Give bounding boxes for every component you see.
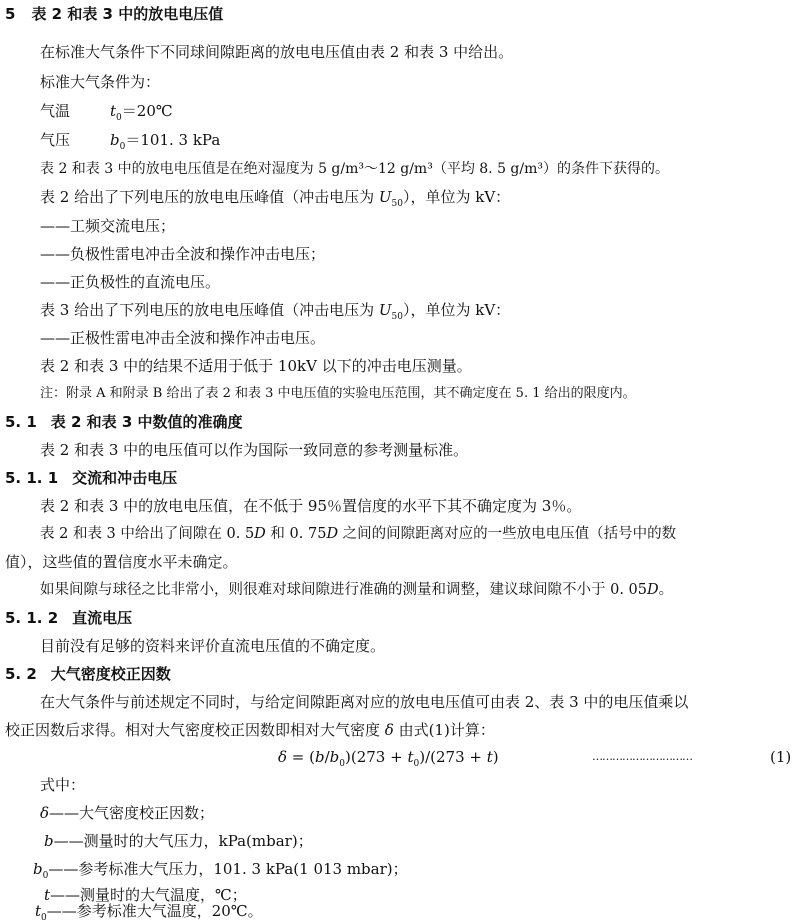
section-title: 表 2 和表 3 中的放电电压值: [31, 5, 224, 23]
definition-text: ——参考标准大气压力，101. 3 kPa(1 013 mbar)；: [48, 860, 408, 878]
definition-text: ——测量时的大气温度，℃；: [50, 886, 247, 904]
section-5-1-1-heading: [5, 468, 177, 488]
list-item: ——工频交流电压；: [40, 217, 176, 235]
condition-label: 气压: [40, 131, 71, 149]
formula-part: )(273 +: [345, 748, 408, 766]
paragraph: 在标准大气条件下不同球间隙距离的放电电压值由表 2 和表 3 中给出。: [40, 43, 514, 61]
definition-text: ——大气密度校正因数；: [49, 804, 215, 822]
symbol: t: [44, 886, 51, 904]
condition-value: ＝20℃: [121, 102, 173, 120]
variable: b: [329, 748, 340, 766]
text: 。: [658, 582, 674, 598]
section-title: 直流电压: [72, 609, 133, 627]
section-number: 5: [5, 5, 16, 23]
subscript: 0: [119, 142, 126, 152]
variable: t: [110, 102, 117, 120]
variable: t: [407, 748, 414, 766]
condition-value: ＝101. 3 kPa: [125, 131, 221, 149]
subscript: 0: [339, 759, 346, 769]
section-5-2-heading: [5, 664, 171, 684]
formula: [278, 747, 499, 767]
list-item: ——正负极性的直流电压。: [40, 273, 221, 291]
symbol: b: [44, 832, 54, 850]
variable: U: [378, 188, 392, 206]
symbol: b: [33, 860, 43, 878]
variable: t: [486, 748, 493, 766]
text: 如果间隙与球径之比非常小，则很难对球间隙进行准确的测量和调整，建议球间隙不小于 0. 05: [40, 582, 647, 598]
paragraph: 目前没有足够的资料来评价直流电压值的不确定度。: [40, 637, 386, 655]
list-item: ——负极性雷电冲击全波和操作冲击电压；: [40, 245, 326, 263]
paragraph: [40, 580, 673, 600]
definition-item: [35, 902, 263, 921]
section-number: 5. 1. 1: [5, 469, 59, 487]
section-5-1-heading: [5, 412, 243, 432]
definition-text: ——测量时的大气压力，kPa(mbar)；: [53, 832, 313, 850]
variable: U: [378, 301, 392, 319]
symbol: δ: [40, 804, 50, 822]
subscript: 0: [42, 871, 49, 881]
list-item: ——正极性雷电冲击全波和操作冲击电压。: [40, 329, 326, 347]
formula-part: /: [324, 748, 330, 766]
variable: D: [647, 582, 659, 598]
text: ），单位为 kV：: [402, 188, 511, 206]
text: 和 0. 75: [265, 526, 327, 542]
text: 之间的间隙距离对应的一些放电电压值（括号中的数: [338, 526, 677, 542]
subscript: 50: [391, 312, 403, 322]
subscript: 0: [413, 759, 420, 769]
text: 表 2 和表 3 中给出了间隙在 0. 5: [40, 526, 255, 542]
variable: D: [326, 526, 339, 542]
variable: D: [254, 526, 266, 542]
formula-part: = (: [287, 748, 315, 766]
symbol: t: [35, 902, 42, 920]
section-number: 5. 1. 2: [5, 609, 59, 627]
definition-item: [40, 803, 214, 823]
definition-text: ——参考标准大气温度，20℃。: [46, 902, 263, 920]
paragraph: 标准大气条件为：: [40, 73, 161, 91]
section-5-heading: [5, 4, 223, 24]
paragraph: 在大气条件与前述规定不同时，与给定间隙距离对应的放电电压值可由表 2、表 3 中的电压值乘以: [40, 693, 689, 711]
paragraph: 表 2 和表 3 中的放电电压值，在不低于 95％置信度的水平下其不确定度为 3％。: [40, 497, 582, 515]
text: 校正因数后求得。相对大气密度校正因数即相对大气密度: [5, 721, 385, 739]
note: 注：附录 A 和附录 B 给出了表 2 和表 3 中电压值的实验电压范围，其不确定度在 5. 1 给出的限度内。: [40, 386, 636, 401]
paragraph: [40, 187, 510, 207]
paragraph: 表 2 和表 3 中的结果不适用于低于 10kV 以下的冲击电压测量。: [40, 357, 472, 375]
section-number: 5. 2: [5, 665, 37, 683]
section-number: 5. 1: [5, 413, 37, 431]
subscript: 0: [116, 113, 122, 123]
text: 表 3 给出了下列电压的放电电压峰值（冲击电压为: [40, 301, 379, 319]
text: 由式(1)计算：: [393, 721, 495, 739]
formula-leader-dots: …………………………: [592, 750, 692, 763]
definition-item: [33, 859, 408, 879]
text: 表 2 给出了下列电压的放电电压峰值（冲击电压为: [40, 188, 379, 206]
paragraph: [5, 720, 495, 740]
paragraph: 值），这些值的置信度水平未确定。: [5, 553, 238, 571]
formula-lhs: δ: [278, 748, 288, 766]
formula-number: (1): [770, 748, 792, 766]
definition-item: [44, 831, 313, 851]
subscript: 0: [41, 913, 47, 923]
formula-part: )/(273 +: [419, 748, 487, 766]
paragraph: 表 2 和表 3 中的电压值可以作为国际一致同意的参考测量标准。: [40, 441, 469, 459]
formula-part: ): [492, 748, 499, 766]
section-5-1-2-heading: [5, 608, 132, 628]
where-label: 式中：: [40, 776, 86, 794]
section-title: 大气密度校正因数: [50, 665, 171, 683]
text: ），单位为 kV：: [402, 301, 511, 319]
paragraph: 表 2 和表 3 中的放电电压值是在绝对湿度为 5 g/m³～12 g/m³（平均 8. 5 g/m³）的条件下获得的。: [40, 161, 670, 177]
section-title: 交流和冲击电压: [72, 469, 178, 487]
subscript: 50: [391, 199, 403, 209]
condition-label: 气温: [40, 102, 71, 120]
variable: b: [315, 748, 325, 766]
paragraph: [40, 300, 510, 320]
variable: δ: [384, 721, 394, 739]
section-title: 表 2 和表 3 中数值的准确度: [50, 413, 243, 431]
temperature-condition: [40, 101, 173, 121]
paragraph: [40, 524, 676, 544]
pressure-condition: [40, 130, 220, 150]
variable: b: [110, 131, 120, 149]
